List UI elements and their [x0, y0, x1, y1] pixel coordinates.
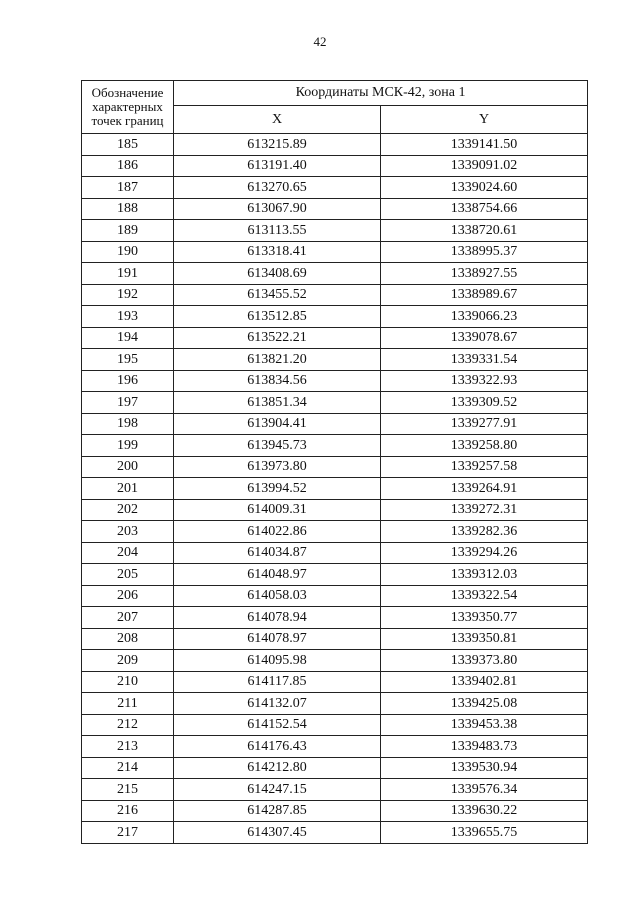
table-row [82, 736, 588, 758]
cell-point-id: 203 [82, 521, 174, 543]
cell-y: 1339322.93 [381, 370, 588, 392]
cell-point-id: 194 [82, 327, 174, 349]
cell-x: 614095.98 [174, 650, 381, 672]
cell-x: 614212.80 [174, 757, 381, 779]
table-row [82, 800, 588, 822]
cell-y: 1339350.81 [381, 628, 588, 650]
cell-point-id: 210 [82, 671, 174, 693]
cell-y: 1339373.80 [381, 650, 588, 672]
cell-y: 1339530.94 [381, 757, 588, 779]
table-row [82, 628, 588, 650]
cell-point-id: 213 [82, 736, 174, 758]
cell-point-id: 190 [82, 241, 174, 263]
table-row [82, 585, 588, 607]
cell-point-id: 201 [82, 478, 174, 500]
cell-y: 1339272.31 [381, 499, 588, 521]
cell-y: 1339483.73 [381, 736, 588, 758]
cell-point-id: 202 [82, 499, 174, 521]
cell-y: 1339322.54 [381, 585, 588, 607]
cell-y: 1339312.03 [381, 564, 588, 586]
cell-x: 613994.52 [174, 478, 381, 500]
cell-x: 614132.07 [174, 693, 381, 715]
cell-point-id: 217 [82, 822, 174, 844]
table-row [82, 392, 588, 414]
cell-y: 1339630.22 [381, 800, 588, 822]
table-row [82, 284, 588, 306]
table-row [82, 177, 588, 199]
table-row [82, 693, 588, 715]
cell-x: 613455.52 [174, 284, 381, 306]
cell-point-id: 215 [82, 779, 174, 801]
cell-x: 613904.41 [174, 413, 381, 435]
cell-point-id: 186 [82, 155, 174, 177]
cell-x: 614022.86 [174, 521, 381, 543]
cell-x: 613821.20 [174, 349, 381, 371]
cell-y: 1339402.81 [381, 671, 588, 693]
cell-point-id: 208 [82, 628, 174, 650]
table-row [82, 456, 588, 478]
table-row [82, 714, 588, 736]
cell-y: 1339078.67 [381, 327, 588, 349]
cell-y: 1339331.54 [381, 349, 588, 371]
cell-point-id: 216 [82, 800, 174, 822]
cell-y: 1339257.58 [381, 456, 588, 478]
cell-x: 614078.97 [174, 628, 381, 650]
cell-y: 1339024.60 [381, 177, 588, 199]
cell-y: 1339309.52 [381, 392, 588, 414]
cell-x: 614307.45 [174, 822, 381, 844]
cell-y: 1339258.80 [381, 435, 588, 457]
table-row [82, 607, 588, 629]
table-row [82, 155, 588, 177]
cell-point-id: 185 [82, 134, 174, 156]
cell-x: 613318.41 [174, 241, 381, 263]
table-row [82, 370, 588, 392]
cell-x: 614058.03 [174, 585, 381, 607]
cell-point-id: 191 [82, 263, 174, 285]
table-row [82, 564, 588, 586]
cell-x: 613067.90 [174, 198, 381, 220]
cell-y: 1339141.50 [381, 134, 588, 156]
cell-point-id: 209 [82, 650, 174, 672]
header-x: X [174, 106, 381, 134]
cell-y: 1339277.91 [381, 413, 588, 435]
table-row [82, 499, 588, 521]
cell-y: 1339576.34 [381, 779, 588, 801]
table-row [82, 650, 588, 672]
cell-x: 613973.80 [174, 456, 381, 478]
cell-x: 614247.15 [174, 779, 381, 801]
cell-y: 1338720.61 [381, 220, 588, 242]
cell-point-id: 205 [82, 564, 174, 586]
cell-point-id: 193 [82, 306, 174, 328]
cell-y: 1339066.23 [381, 306, 588, 328]
cell-point-id: 199 [82, 435, 174, 457]
cell-point-id: 211 [82, 693, 174, 715]
cell-y: 1339453.38 [381, 714, 588, 736]
table-row [82, 671, 588, 693]
table-row [82, 478, 588, 500]
table-row [82, 241, 588, 263]
cell-y: 1339655.75 [381, 822, 588, 844]
cell-point-id: 198 [82, 413, 174, 435]
cell-x: 614078.94 [174, 607, 381, 629]
header-y: Y [381, 106, 588, 134]
cell-x: 613408.69 [174, 263, 381, 285]
table-row [82, 413, 588, 435]
header-point-designation: Обозначение характерных точек границ [82, 81, 174, 134]
cell-point-id: 189 [82, 220, 174, 242]
cell-point-id: 195 [82, 349, 174, 371]
cell-y: 1338989.67 [381, 284, 588, 306]
cell-point-id: 187 [82, 177, 174, 199]
table-body [82, 134, 588, 844]
table-row [82, 542, 588, 564]
cell-point-id: 196 [82, 370, 174, 392]
table-row [82, 822, 588, 844]
cell-x: 613834.56 [174, 370, 381, 392]
table-row [82, 521, 588, 543]
cell-x: 613512.85 [174, 306, 381, 328]
cell-x: 613270.65 [174, 177, 381, 199]
table-row [82, 349, 588, 371]
cell-point-id: 204 [82, 542, 174, 564]
cell-x: 614152.54 [174, 714, 381, 736]
cell-y: 1339282.36 [381, 521, 588, 543]
cell-x: 613945.73 [174, 435, 381, 457]
cell-point-id: 188 [82, 198, 174, 220]
table-row [82, 198, 588, 220]
cell-point-id: 206 [82, 585, 174, 607]
cell-y: 1338995.37 [381, 241, 588, 263]
cell-x: 614287.85 [174, 800, 381, 822]
cell-point-id: 212 [82, 714, 174, 736]
cell-x: 613113.55 [174, 220, 381, 242]
page-number: 42 [313, 34, 327, 49]
table-row [82, 757, 588, 779]
table-header [82, 81, 588, 134]
cell-y: 1339264.91 [381, 478, 588, 500]
cell-x: 614176.43 [174, 736, 381, 758]
cell-y: 1339091.02 [381, 155, 588, 177]
table-row [82, 134, 588, 156]
table-row [82, 306, 588, 328]
cell-point-id: 207 [82, 607, 174, 629]
header-coordinate-system: Координаты МСК-42, зона 1 [174, 81, 588, 106]
table-row [82, 779, 588, 801]
cell-point-id: 197 [82, 392, 174, 414]
coordinates-table [81, 80, 588, 844]
cell-point-id: 214 [82, 757, 174, 779]
cell-x: 614048.97 [174, 564, 381, 586]
cell-y: 1338927.55 [381, 263, 588, 285]
cell-y: 1339350.77 [381, 607, 588, 629]
cell-y: 1339425.08 [381, 693, 588, 715]
cell-y: 1339294.26 [381, 542, 588, 564]
cell-y: 1338754.66 [381, 198, 588, 220]
table-row [82, 220, 588, 242]
table-row [82, 435, 588, 457]
cell-x: 613522.21 [174, 327, 381, 349]
cell-x: 613191.40 [174, 155, 381, 177]
cell-x: 613851.34 [174, 392, 381, 414]
cell-point-id: 200 [82, 456, 174, 478]
table-row [82, 327, 588, 349]
cell-x: 614117.85 [174, 671, 381, 693]
table-row [82, 263, 588, 285]
cell-point-id: 192 [82, 284, 174, 306]
cell-x: 613215.89 [174, 134, 381, 156]
cell-x: 614034.87 [174, 542, 381, 564]
cell-x: 614009.31 [174, 499, 381, 521]
